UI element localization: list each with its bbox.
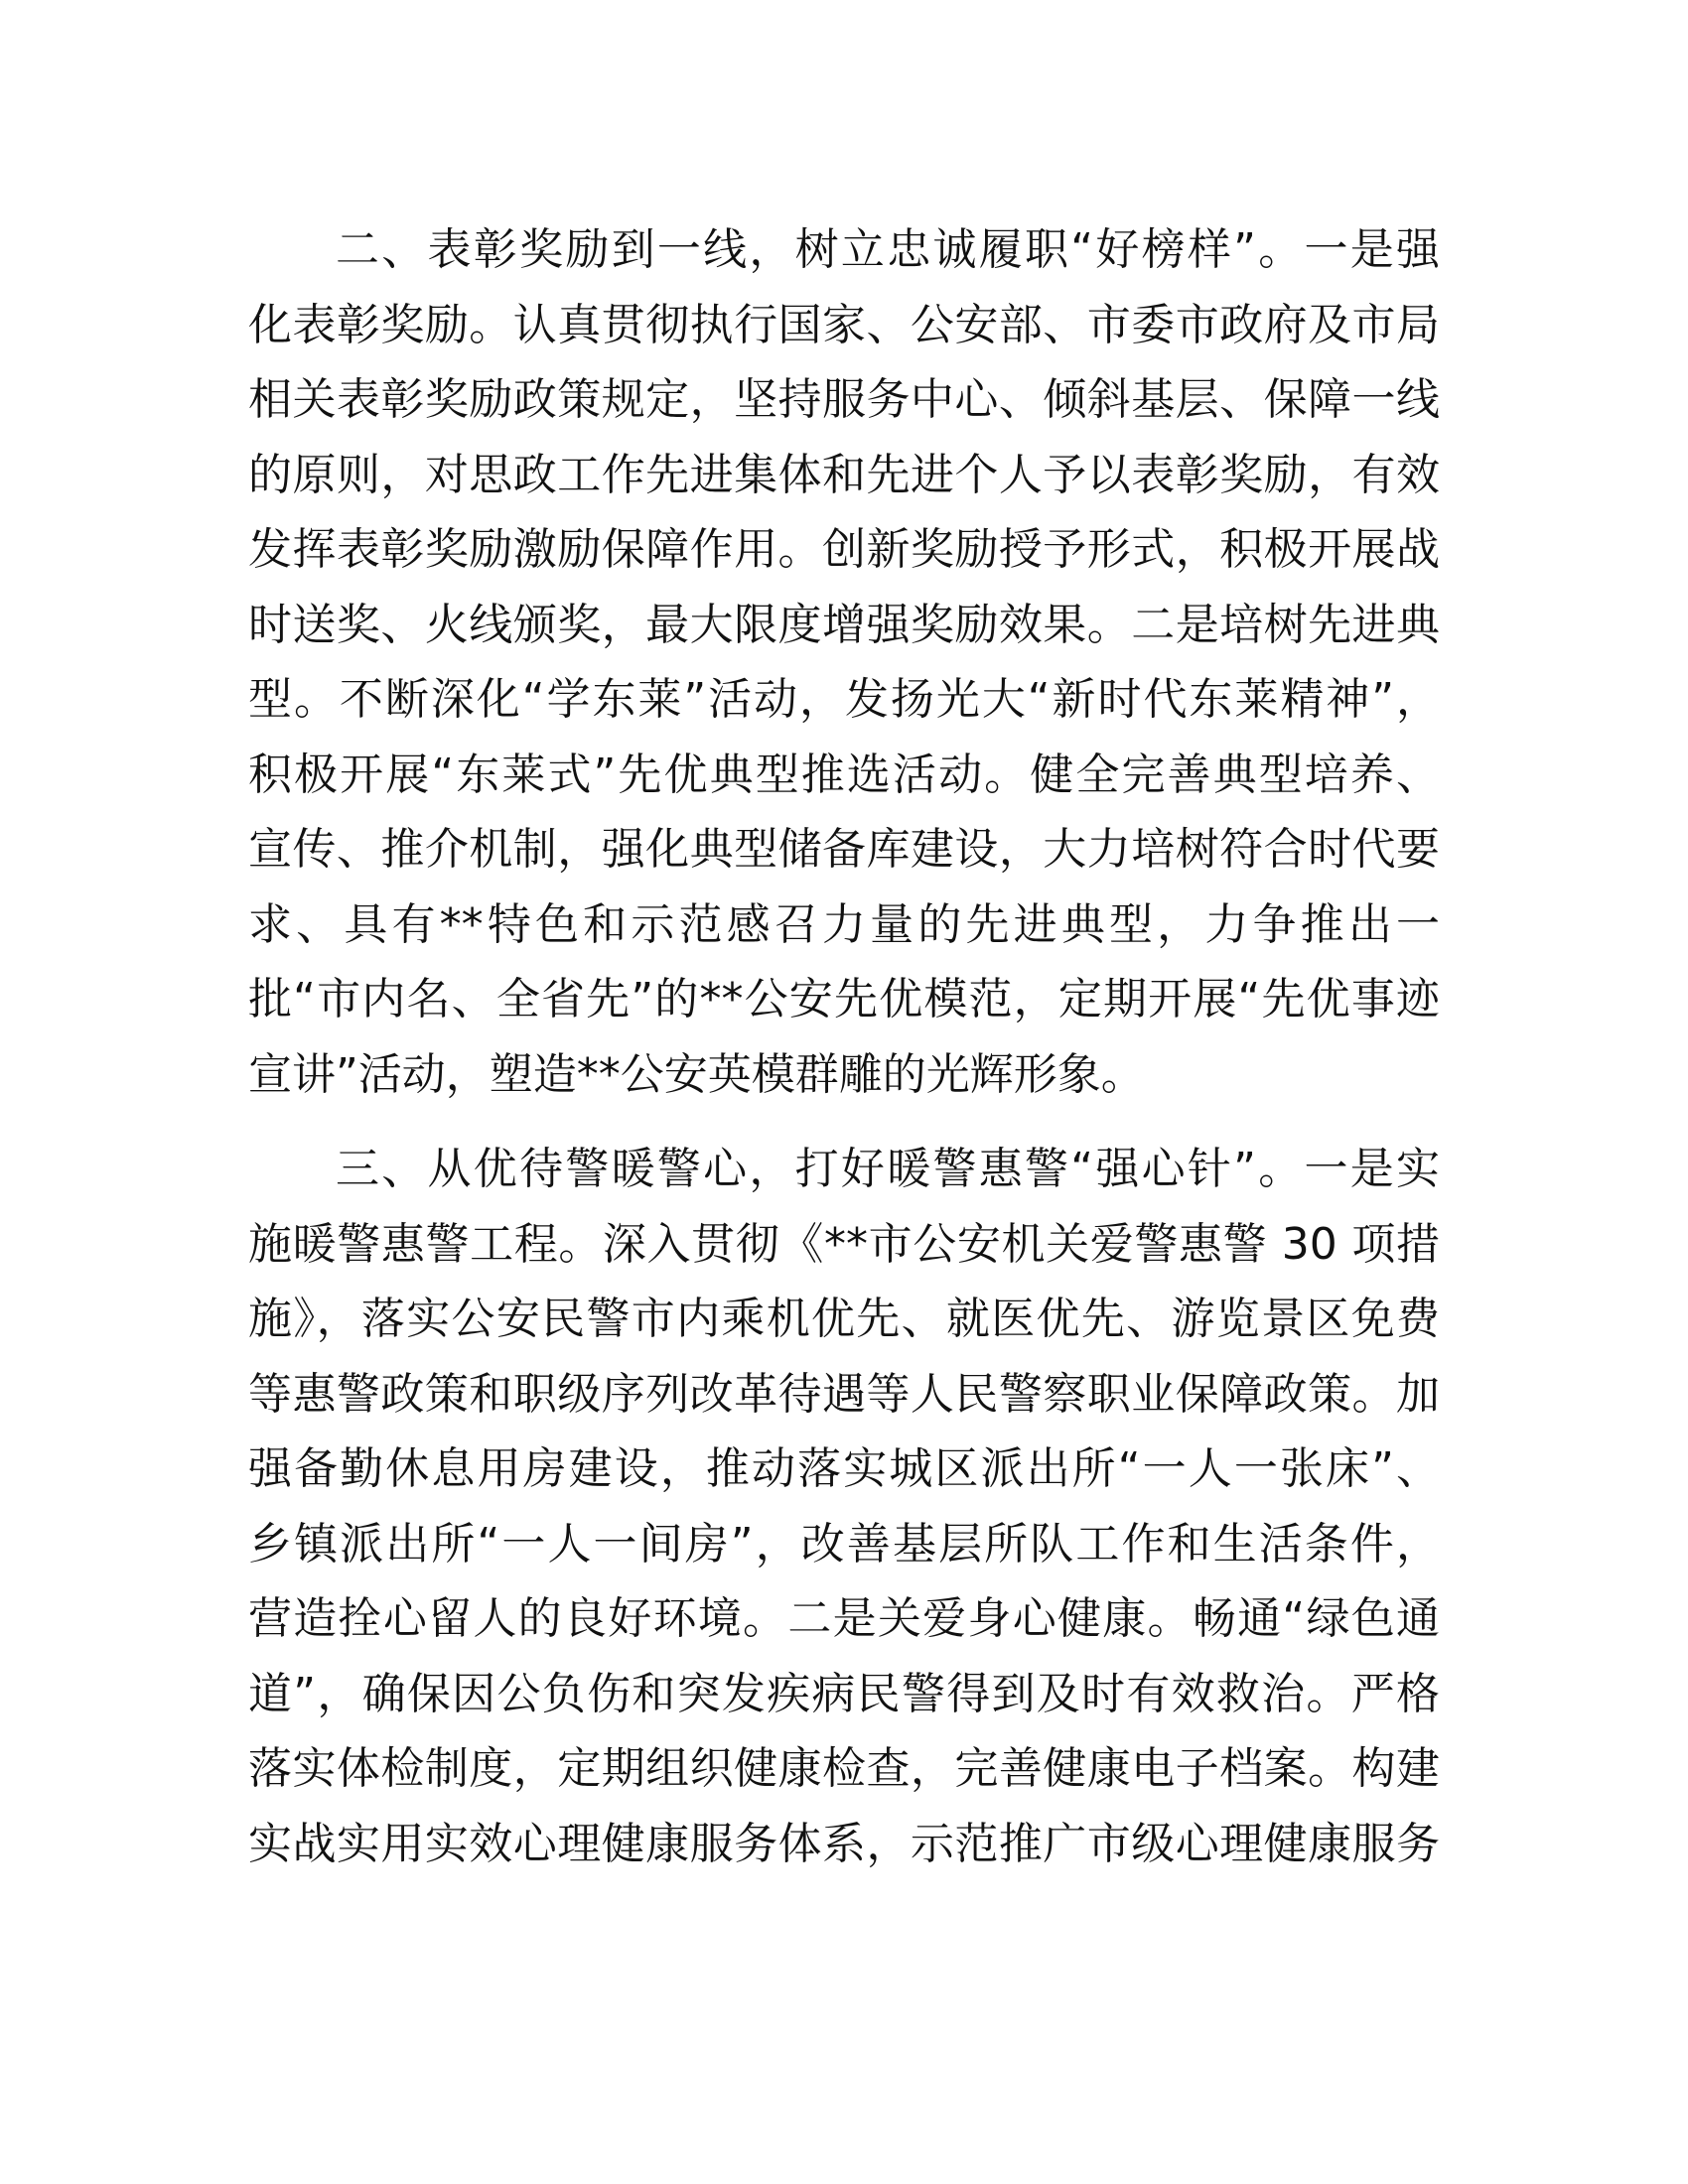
paragraph-line: 宣讲”活动，塑造**公安英模群雕的光辉形象。 (248, 1048, 1145, 1100)
paragraph-spacer (248, 1112, 1440, 1132)
paragraph-line: 道”，确保因公负伤和突发疾病民警得到及时有效救治。严格 (248, 1668, 1440, 1719)
paragraph-line: 乡镇派出所“一人一间房”，改善基层所队工作和生活条件， (248, 1518, 1440, 1570)
paragraph-line: 强备勤休息用房建设，推动落实城区派出所“一人一张床”、 (248, 1443, 1440, 1494)
paragraph-line: 二、表彰奖励到一线，树立忠诚履职“好榜样”。一是强 (336, 224, 1440, 275)
paragraph-line: 相关表彰奖励政策规定，坚持服务中心、倾斜基层、保障一线 (248, 374, 1440, 425)
paragraph-line: 等惠警政策和职级序列改革待遇等人民警察职业保障政策。加 (248, 1368, 1440, 1420)
paragraph-line: 的原则，对思政工作先进集体和先进个人予以表彰奖励，有效 (248, 449, 1440, 500)
paragraph-line: 求、具有**特色和示范感召力量的先进典型，力争推出一 (248, 898, 1440, 950)
paragraph-line: 落实体检制度，定期组织健康检查，完善健康电子档案。构建 (248, 1743, 1440, 1794)
paragraph-line: 化表彰奖励。认真贯彻执行国家、公安部、市委市政府及市局 (248, 299, 1440, 350)
paragraph-line: 施暖警惠警工程。深入贯彻《**市公安机关爱警惠警 30 项措 (248, 1218, 1440, 1270)
paragraph-line: 积极开展“东莱式”先优典型推选活动。健全完善典型培养、 (248, 749, 1440, 800)
paragraph-line: 型。不断深化“学东莱”活动，发扬光大“新时代东莱精神”， (248, 674, 1440, 725)
paragraph-line: 发挥表彰奖励激励保障作用。创新奖励授予形式，积极开展战 (248, 524, 1440, 575)
paragraph-line: 宣传、推介机制，强化典型储备库建设，大力培树符合时代要 (248, 824, 1440, 875)
paragraph-police-care (248, 1132, 1440, 1881)
paragraph-line: 三、从优待警暖警心，打好暖警惠警“强心针”。一是实 (336, 1144, 1440, 1194)
paragraph-line: 实战实用实效心理健康服务体系，示范推广市级心理健康服务 (248, 1818, 1440, 1869)
document-body (248, 212, 1440, 1881)
paragraph-commendation (248, 212, 1440, 1112)
paragraph-line: 施》，落实公安民警市内乘机优先、就医优先、游览景区免费 (248, 1294, 1440, 1344)
paragraph-line: 时送奖、火线颁奖，最大限度增强奖励效果。二是培树先进典 (248, 599, 1440, 650)
paragraph-line: 批“市内名、全省先”的**公安先优模范，定期开展“先优事迹 (248, 974, 1440, 1024)
paragraph-line: 营造拴心留人的良好环境。二是关爱身心健康。畅通“绿色通 (248, 1593, 1440, 1644)
